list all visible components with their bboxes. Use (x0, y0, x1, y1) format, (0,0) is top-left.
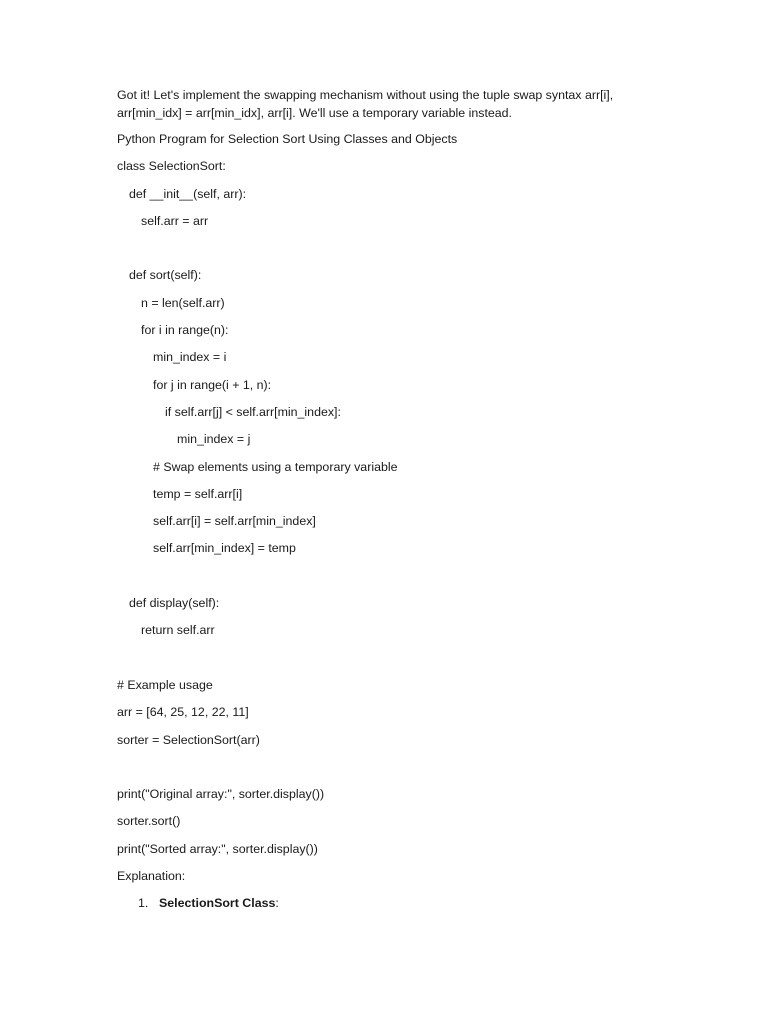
code-line: def __init__(self, arr): (129, 186, 247, 201)
code-line: sorter = SelectionSort(arr) (117, 732, 260, 747)
code-line: print("Sorted array:", sorter.display()) (117, 841, 318, 856)
code-line: for j in range(i + 1, n): (153, 377, 272, 392)
blank-line (117, 758, 677, 785)
blank-line (117, 649, 677, 676)
document-heading: Python Program for Selection Sort Using Classes and Objects (117, 132, 458, 146)
list-item-title: SelectionSort Class (159, 896, 276, 911)
code-line: print("Original array:", sorter.display()) (117, 787, 325, 802)
code-line: self.arr = arr (141, 213, 209, 228)
blank-line (117, 567, 677, 594)
code-comment: # Example usage (117, 677, 213, 692)
blank-line (117, 239, 677, 266)
list-item (117, 894, 677, 912)
list-item-suffix: : (275, 896, 279, 911)
code-line: sorter.sort() (117, 814, 181, 829)
code-line: class SelectionSort: (117, 159, 226, 174)
document-body (117, 86, 677, 912)
code-line: n = len(self.arr) (141, 295, 225, 310)
code-line: min_index = i (153, 350, 227, 365)
code-line: def sort(self): (129, 268, 202, 283)
code-line: min_index = j (177, 432, 251, 447)
code-line: def display(self): (129, 596, 220, 611)
code-line: for i in range(n): (141, 323, 229, 338)
code-line: return self.arr (141, 623, 215, 638)
intro-paragraph: Got it! Let's implement the swapping mechanism without using the tuple swap syntax arr[i], arr[min_idx] = arr[min_idx], arr[i]. We'll use a temporary variable instead. (117, 88, 614, 120)
code-line: if self.arr[j] < self.arr[min_index]: (165, 404, 341, 419)
explanation-label: Explanation: (117, 869, 186, 884)
code-comment: # Swap elements using a temporary variable (153, 459, 398, 474)
list-number: 1. (138, 896, 149, 911)
code-line: temp = self.arr[i] (153, 486, 243, 501)
code-line: self.arr[min_index] = temp (153, 541, 296, 556)
code-line: arr = [64, 25, 12, 22, 11] (117, 705, 249, 720)
code-line: self.arr[i] = self.arr[min_index] (153, 514, 316, 529)
